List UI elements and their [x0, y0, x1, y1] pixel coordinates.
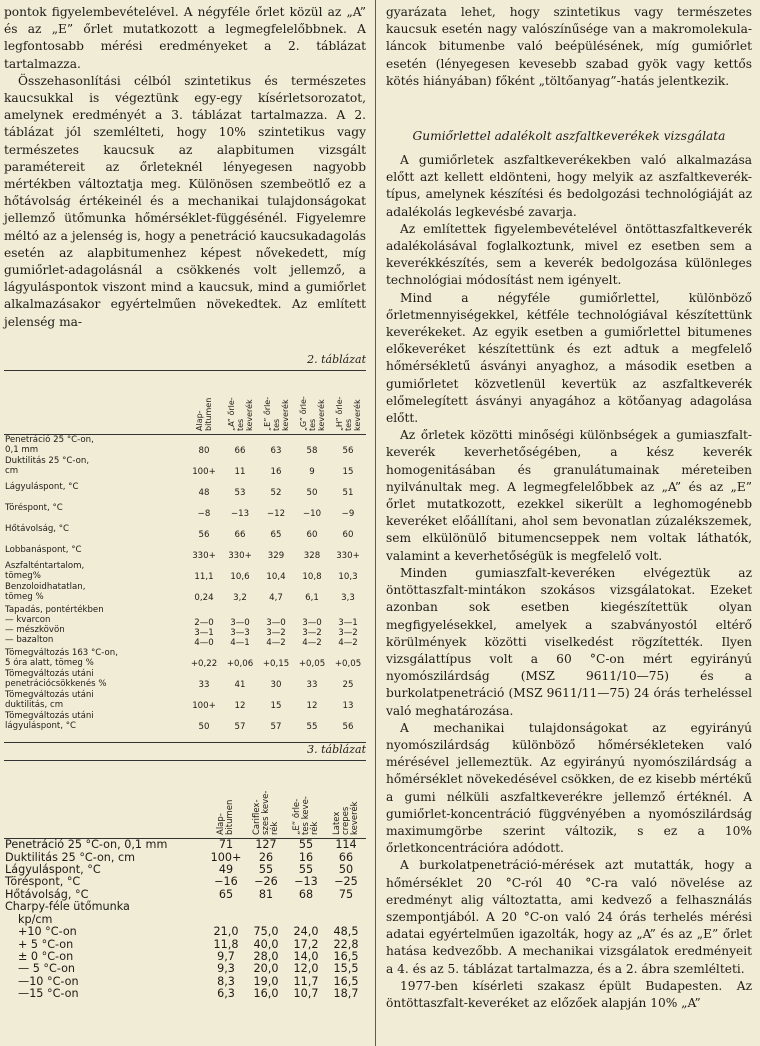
table-row: [4, 456, 366, 477]
table3-row-label: + 5 °C-on: [18, 937, 74, 951]
table-row: [4, 477, 366, 498]
table2-label-line: 5 óra alatt, tömeg %: [5, 658, 94, 669]
table-row: [4, 582, 366, 603]
table3-cell: [326, 901, 366, 913]
table3-col-header: [206, 760, 246, 838]
table3-cell: 55: [298, 838, 314, 852]
table-row: [4, 988, 366, 1000]
table3-cell: 26: [258, 850, 274, 864]
table2-cell: 66: [234, 529, 246, 540]
table-row: [4, 434, 366, 456]
table3-cell: 28,0: [253, 949, 279, 963]
table3-cell: [286, 901, 326, 913]
table3-cell: [206, 901, 246, 913]
table2-caption: 2. táblázat: [307, 352, 366, 366]
paragraph: pontok figyelembevételével. A négyféle őrlet közül az „A” és az „E” őrlet mutatkozott a legmegfelelőbbnek. A legfontosabb mérési eredményeket a 2. táblázat tartalmazza.: [4, 5, 366, 71]
table2-cell: 3,3: [341, 592, 355, 603]
table3-cell: 16,5: [333, 974, 359, 988]
table2-row-label: [4, 669, 186, 690]
right-text: [386, 152, 752, 1012]
table2-cell: 50: [198, 721, 210, 732]
table-row: [4, 901, 366, 913]
table2-cell: 33: [306, 679, 318, 690]
table3-cell: 22,8: [333, 937, 359, 951]
table3-cell: 50: [338, 863, 354, 877]
table3-row-label: Penetráció 25 °C-on, 0,1 mm: [5, 838, 168, 852]
table-row: [4, 648, 366, 669]
table-row: [4, 519, 366, 540]
table2-cell: 12: [306, 700, 318, 711]
table2-cell: 56: [342, 445, 354, 456]
table2-cell: 16: [270, 466, 282, 477]
table2-cell: 25: [342, 679, 354, 690]
table2-corner: [4, 370, 186, 434]
table3-cell: −25: [334, 875, 358, 889]
table2-cell: 51: [342, 487, 354, 498]
table3-cell: 16: [298, 850, 314, 864]
table2-cell: 53: [234, 487, 246, 498]
table2-cell: 48: [198, 487, 210, 498]
table2-cell: 57: [270, 721, 282, 732]
table2-row-label: [4, 498, 186, 519]
table2-cell: −9: [341, 508, 355, 519]
table2-cell: −8: [197, 508, 211, 519]
table2-cell-line: [331, 608, 365, 618]
table2-label-line: tömeg%: [5, 571, 41, 582]
table3-col-header-text: Alap- bitumen: [216, 799, 235, 835]
table2-cell: 12: [234, 700, 246, 711]
table2-cell: −12: [266, 508, 286, 519]
table2-cell: 15: [270, 700, 282, 711]
table2-label-line: — kvarcon: [5, 615, 51, 626]
column-divider: [375, 0, 376, 1046]
table2-cell: [294, 603, 330, 648]
table2-label-line: Lobbanáspont, °C: [5, 545, 82, 556]
paragraph: Mind a négyféle gumiőrlettel, különböző őrletmennyiségekkel, kétféle technológiával készítettünk keverékeket. Az egyik esetben a gumiőrlettel bitumenes előkeveréket készítettünk és ezt adtuk a megfelelő hőmérsékletű ásványi anyaghoz, a második esetben a gumiőrletet közvetlenül kevertük az aszfaltkeverék előmelegített ásványi anyagához a kötőanyag adagolása előtt.: [386, 290, 752, 426]
table3-cell: 18,7: [333, 987, 359, 1001]
table3-cell: 49: [218, 863, 234, 877]
table3-cell: 12,0: [293, 962, 319, 976]
table3-cell: 8,3: [217, 974, 235, 988]
table2-cell: 65: [270, 529, 282, 540]
table2-cell-line: 3—0: [230, 617, 250, 628]
table2-cell: −10: [302, 508, 322, 519]
table2-row-label: [4, 582, 186, 603]
table2-cell: 15: [342, 466, 354, 477]
table2-cell: [186, 603, 222, 648]
table3-cell: 11,7: [293, 974, 319, 988]
table2-cell: 330+: [192, 550, 216, 561]
table2-cell-line: 3—1: [338, 617, 358, 628]
table2-cell: 11,1: [194, 571, 214, 582]
table2-label-line: 0,1 mm: [5, 445, 39, 456]
table2-cell: [330, 603, 366, 648]
table3-cell: [246, 901, 286, 913]
table2-row-label: [4, 477, 186, 498]
table2-cell-line: 3—1: [194, 627, 214, 638]
table2-cell: 0,24: [194, 592, 214, 603]
table3-cell: 75: [338, 887, 354, 901]
paragraph: A burkolatpenetráció-mérések azt mutatták, hogy a hőmérséklet 20 °C-ról 40 °C-ra való növelése az eredményt alig változtatta, ami kedvező a felhasználás szempontjából. A 20 °C-on való 24 órás terhelés mérési adatai egyértelműen igazolták, hogy az „A” és az „E” őrlet hatása kedvezőbb. A mechanikai vizsgálatok eredményeit a 4. és az 5. táblázat tartalmazza, és a 2. ábra szemlélteti.: [386, 858, 752, 976]
table3-cell: 16,5: [333, 949, 359, 963]
table2-cell: 10,4: [266, 571, 286, 582]
table3-cell: 10,7: [293, 987, 319, 1001]
paragraph: Minden gumiaszfalt-keveréken elvégeztük az öntöttaszfalt-mintákon szokásos vizsgálatokat. Ezeket azonban sok esetben kiegészítettük olyan megfigyelésekkel, amelyek a szabványostól eltérő körülmények közötti viselkedést rögzítették. Ilyen vizsgálattípus volt a 60 °C-on mért egyirányú nyomószilárdság (MSZ 9611/10—75) és a burkolatpenetráció (MSZ 9611/11—75) 24 órás terheléssel való meghatározása.: [386, 565, 752, 718]
table3-row-label: Lágyuláspont, °C: [5, 863, 101, 877]
paragraph: Az említettek figyelembevételével öntöttaszfaltkeverék adalékolásával foglalkoztunk, mivel ez esetben sem a keverékkészítés, sem a keverék bedolgozása különleges technológiai módosítást nem igényelt.: [386, 221, 752, 288]
table2-cell: 330+: [336, 550, 360, 561]
table3-cell: 19,0: [253, 974, 279, 988]
table2-cell: 11: [234, 466, 246, 477]
table3-cell: 9,7: [217, 949, 235, 963]
table-row: [4, 926, 366, 938]
table2-header-row: [4, 370, 366, 434]
table-row: [4, 603, 366, 648]
table3-row-label: kp/cm: [18, 912, 53, 926]
table2-col-header-text: „A” őrle- tes keverék: [226, 397, 254, 431]
table2-col-header-text: „H” őrle- tes keverék: [334, 396, 362, 431]
table2-label-line: lágyuláspont, °C: [5, 721, 77, 732]
table2-col-header-text: Alap- bitumen: [195, 397, 213, 431]
table2-cell: 41: [234, 679, 246, 690]
table2-cell: +0,06: [226, 658, 254, 669]
table2-label-line: penetrációcsökkenés %: [5, 679, 107, 690]
table2-cell: 56: [198, 529, 210, 540]
table2-row-label: [4, 434, 186, 456]
table2-row-label: [4, 711, 186, 732]
table2-cell: 30: [270, 679, 282, 690]
table2-row-label: [4, 648, 186, 669]
table3-cell: 81: [258, 887, 274, 901]
left-text: [4, 4, 366, 331]
table3-cell: 66: [338, 850, 354, 864]
table3-row-label: Charpy-féle ütőmunka: [5, 900, 130, 914]
table3-cell: 127: [255, 838, 277, 852]
table3-cell: 40,0: [253, 937, 279, 951]
table3-cell: 55: [298, 863, 314, 877]
table2-cell: 57: [234, 721, 246, 732]
table2-col-header: [330, 370, 366, 434]
table2-cell: +0,22: [190, 658, 218, 669]
table2-cell: 60: [342, 529, 354, 540]
table2-label-line: Penetráció 25 °C-on,: [5, 435, 94, 446]
table2-cell: 100+: [192, 700, 216, 711]
table2-row-label: [4, 603, 186, 648]
table2-label-line: Duktilitás 25 °C-on,: [5, 456, 90, 467]
table2-row-label: [4, 456, 186, 477]
table3-col-header-text: Cariflex- szes keve- rék: [251, 790, 280, 835]
table2-cell-line: 3—0: [302, 617, 322, 628]
table2-cell: +0,15: [262, 658, 290, 669]
table3-row-label: —15 °C-on: [18, 987, 79, 1001]
table3-row-label: Töréspont, °C: [5, 875, 81, 889]
table2-row-label: [4, 540, 186, 561]
table2-col-header: [258, 370, 294, 434]
table-row: [4, 839, 366, 852]
table2-cell-line: 3—2: [266, 627, 286, 638]
table3-cell: 6,3: [217, 987, 235, 1001]
table3-cell: 71: [218, 838, 234, 852]
table2-cell: 9: [309, 466, 315, 477]
left-column: [4, 4, 366, 1001]
table2-col-header: [294, 370, 330, 434]
paragraph: Összehasonlítási célból szintetikus és természetes kaucsukkal is végeztünk egy-egy kísérletsorozatot, amelynek eredményét a 3. táblázat tartalmazza. A 2. táblázat jól szemlélteti, hogy 10% szintetikus vagy természetes kaucsuk az alapbitumen vizsgált paramétereit az őrleteknél lényegesen nagyobb mértékben változtatja meg. Különösen szembeötlő ez a hőtávolság értékeinél és a mechanikai tulajdonságokat jellemző ütőmunka hőmérséklet-függésénél. Figyelemre méltó az a jelenség is, hogy a penetráció kaucsukadagolás esetén az alapbitumenhez képest nővekedett, míg gumiőrlet-adagolásnál a csökkenés volt jellemző, a lágyuláspontok viszont mind a kaucsuk, mind a gumiőrlet alkalmazásakor egyértelműen növekedtek. Az említett jelenség ma-: [4, 73, 366, 329]
section-heading: Gumiőrlettel adalékolt aszfaltkeverékek vizsgálata: [412, 129, 726, 144]
table-row: [4, 540, 366, 561]
table2-cell: 13: [342, 700, 354, 711]
table2-cell-line: 4—1: [230, 637, 250, 648]
table2-cell-line: 4—0: [194, 637, 214, 648]
table3-cell: 20,0: [253, 962, 279, 976]
table2-cell: 330+: [228, 550, 252, 561]
table2-cell: 6,1: [305, 592, 319, 603]
table2-cell: +0,05: [298, 658, 326, 669]
table3-cell: 17,2: [293, 937, 319, 951]
table2-cell: 10,6: [230, 571, 250, 582]
table2-label-line: Tömegváltozás utáni: [5, 711, 94, 722]
table2-col-header: [186, 370, 222, 434]
paragraph: A gumiőrletek aszfaltkeverékekben való alkalmazása előtt azt kellett eldönteni, hogy melyik az aszfaltkeverék-típus, amelynek készítési és bedolgozási technológiáját az adalékolás legkevésbé zavarja.: [386, 153, 752, 219]
table2-cell: 10,3: [338, 571, 358, 582]
table2-cell-line: 3—0: [266, 617, 286, 628]
table3-cell: −13: [294, 875, 318, 889]
table2-cell: 58: [306, 445, 318, 456]
table3-cell: 75,0: [253, 925, 279, 939]
table3-cell: 11,8: [213, 937, 239, 951]
table2-cell: 3,2: [233, 592, 247, 603]
table3-col-header-text: Latex crepes keverék: [331, 801, 360, 835]
table2-cell-line: 3—2: [338, 627, 358, 638]
table2-label-line: Benzoloidhatatlan,: [5, 582, 86, 593]
table3-cell: 100+: [210, 850, 242, 864]
table3-corner: [4, 760, 206, 838]
table2-cell: 60: [306, 529, 318, 540]
table2-label-line: — mészkövön: [5, 625, 65, 636]
table2-cell: 50: [306, 487, 318, 498]
table2-cell: 55: [306, 721, 318, 732]
table2-cell: 329: [267, 550, 285, 561]
table2-cell-line: 3—2: [302, 627, 322, 638]
table2-label-line: Lágyuláspont, °C: [5, 482, 79, 493]
right-column: [386, 4, 752, 1012]
table2-cell: [222, 603, 258, 648]
table-2: [4, 370, 366, 732]
paragraph: A mechanikai tulajdonságokat az egyirányú nyomószilárdság különböző hőmérsékleteken való mérésével jellemeztük. Az egyirányú nyomószilárdság a hőmérséklet növekedésével csökken, de ez kisebb mértékű a gumi nélküli aszfaltkeverékre jellemző értéknél. A gumiőrlet-koncentráció függvényében a nyomószilárdság maximumgörbe szerint változik, s ez a 10% őrletkoncentrációra adódott.: [386, 720, 752, 856]
table2-row-label: [4, 561, 186, 582]
right-top-text: [386, 4, 752, 90]
table2-cell-line: [259, 608, 293, 618]
table3-cell: 15,5: [333, 962, 359, 976]
table3-cell: 48,5: [333, 925, 359, 939]
table2-cell-line: 4—2: [338, 637, 358, 648]
table2-label-line: tömeg %: [5, 592, 44, 603]
table2-label-line: Tömegváltozás utáni: [5, 669, 94, 680]
table2-cell: 10,8: [302, 571, 322, 582]
table2-cell: 100+: [192, 466, 216, 477]
table-row: [4, 963, 366, 975]
table-3: [4, 760, 366, 1001]
table3-row-label: Hőtávolság, °C: [5, 887, 89, 901]
table3-header-row: [4, 760, 366, 838]
table2-cell: 80: [198, 445, 210, 456]
table2-col-header: [222, 370, 258, 434]
table2-cell: 63: [270, 445, 282, 456]
table2-cell: +0,05: [334, 658, 362, 669]
table2-cell-line: 4—2: [266, 637, 286, 648]
table2-label-line: Tömegváltozás utáni: [5, 690, 94, 701]
table2-label-line: Töréspont, °C: [5, 503, 63, 514]
table2-cell: 56: [342, 721, 354, 732]
table3-cell: 16,0: [253, 987, 279, 1001]
table3-col-header: [326, 760, 366, 838]
table2-cell: 52: [270, 487, 282, 498]
table2-cell-line: 2—0: [194, 617, 214, 628]
table3-cell: 55: [258, 863, 274, 877]
table3-row-label: —10 °C-on: [18, 974, 79, 988]
table3-caption: 3. táblázat: [307, 742, 366, 756]
table2-label-line: Hőtávolság, °C: [5, 524, 70, 535]
table2-cell: 328: [303, 550, 321, 561]
table-row: [4, 669, 366, 690]
table3-cell: 21,0: [213, 925, 239, 939]
table2-label-line: cm: [5, 466, 19, 477]
table2-label-line: Tömegváltozás 163 °C-on,: [5, 648, 118, 659]
table-row: [4, 498, 366, 519]
table2-col-header-text: „E” őrle- tes keverék: [262, 396, 290, 431]
table2-cell: 33: [198, 679, 210, 690]
table3-row-label: +10 °C-on: [18, 925, 77, 939]
table2-cell-line: [223, 608, 257, 618]
paragraph: gyarázata lehet, hogy szintetikus vagy természetes kaucsuk esetén nagy valószínűsége van a makromolekula-láncok bitumenbe való beépülésének, míg gumiőrlet esetén (lényegesen kevesebb szabad gyök vagy kettős kötés hiányában) főként „töltőanyag”-hatás jelentkezik.: [386, 5, 752, 88]
table2-label-line: Tapadás, pontértékben: [5, 605, 104, 616]
table3-row-label: ± 0 °C-on: [18, 949, 74, 963]
table3-col-header: [286, 760, 326, 838]
table2-cell-line: 4—2: [302, 637, 322, 648]
table3-cell: 9,3: [217, 962, 235, 976]
table2-label-line: Aszfalténtartalom,: [5, 561, 85, 572]
table2-cell-line: [187, 608, 221, 618]
table2-cell: 66: [234, 445, 246, 456]
table3-col-header-text: „E” őrle- tes keve- rék: [291, 795, 320, 835]
table2-row-label: [4, 690, 186, 711]
paragraph: 1977-ben kísérleti szakasz épült Budapesten. Az öntöttaszfalt-keveréket az előzőek alapján 10% „A”: [386, 978, 752, 1010]
table-row: [4, 561, 366, 582]
table3-cell: 14,0: [293, 949, 319, 963]
table2-cell-line: [295, 608, 329, 618]
table2-col-header-text: „G” őrle- tes keverék: [298, 396, 326, 431]
table2-row-label: [4, 519, 186, 540]
table2-label-line: duktilitás, cm: [5, 700, 64, 711]
table3-cell: −26: [254, 875, 278, 889]
table3-cell: 114: [335, 838, 357, 852]
table3-row-label: — 5 °C-on: [18, 962, 76, 976]
table3-cell: 68: [298, 887, 314, 901]
table3-cell: −16: [214, 875, 238, 889]
table2-cell-line: 3—3: [230, 627, 250, 638]
table-row: [4, 711, 366, 732]
paragraph: Az őrletek közötti minőségi különbségek a gumiaszfalt-keverék keverhetőségében, a kész keverék homogenitásában és granulátumainak méreteiben nyilvánultak meg. A legmegfelelőbbek az „A” és az „E” őrlet mutatkozott, ezekkel sikerült a leghomogénebb keveréket előállítani, ahol sem bevonatlan zúzalékszemek, sem elkülönülő bitumencseppek nem voltak láthatók, valamint a keverhetőségük is megfelelő volt.: [386, 428, 752, 563]
table3-col-header: [246, 760, 286, 838]
table3-cell: 65: [218, 887, 234, 901]
table2-label-line: — bazalton: [5, 635, 54, 646]
table-row: [4, 690, 366, 711]
table3-cell: 24,0: [293, 925, 319, 939]
table2-cell: [258, 603, 294, 648]
table2-cell: −13: [230, 508, 250, 519]
table2-cell: 4,7: [269, 592, 283, 603]
table3-row-label: Duktilitás 25 °C-on, cm: [5, 850, 136, 864]
